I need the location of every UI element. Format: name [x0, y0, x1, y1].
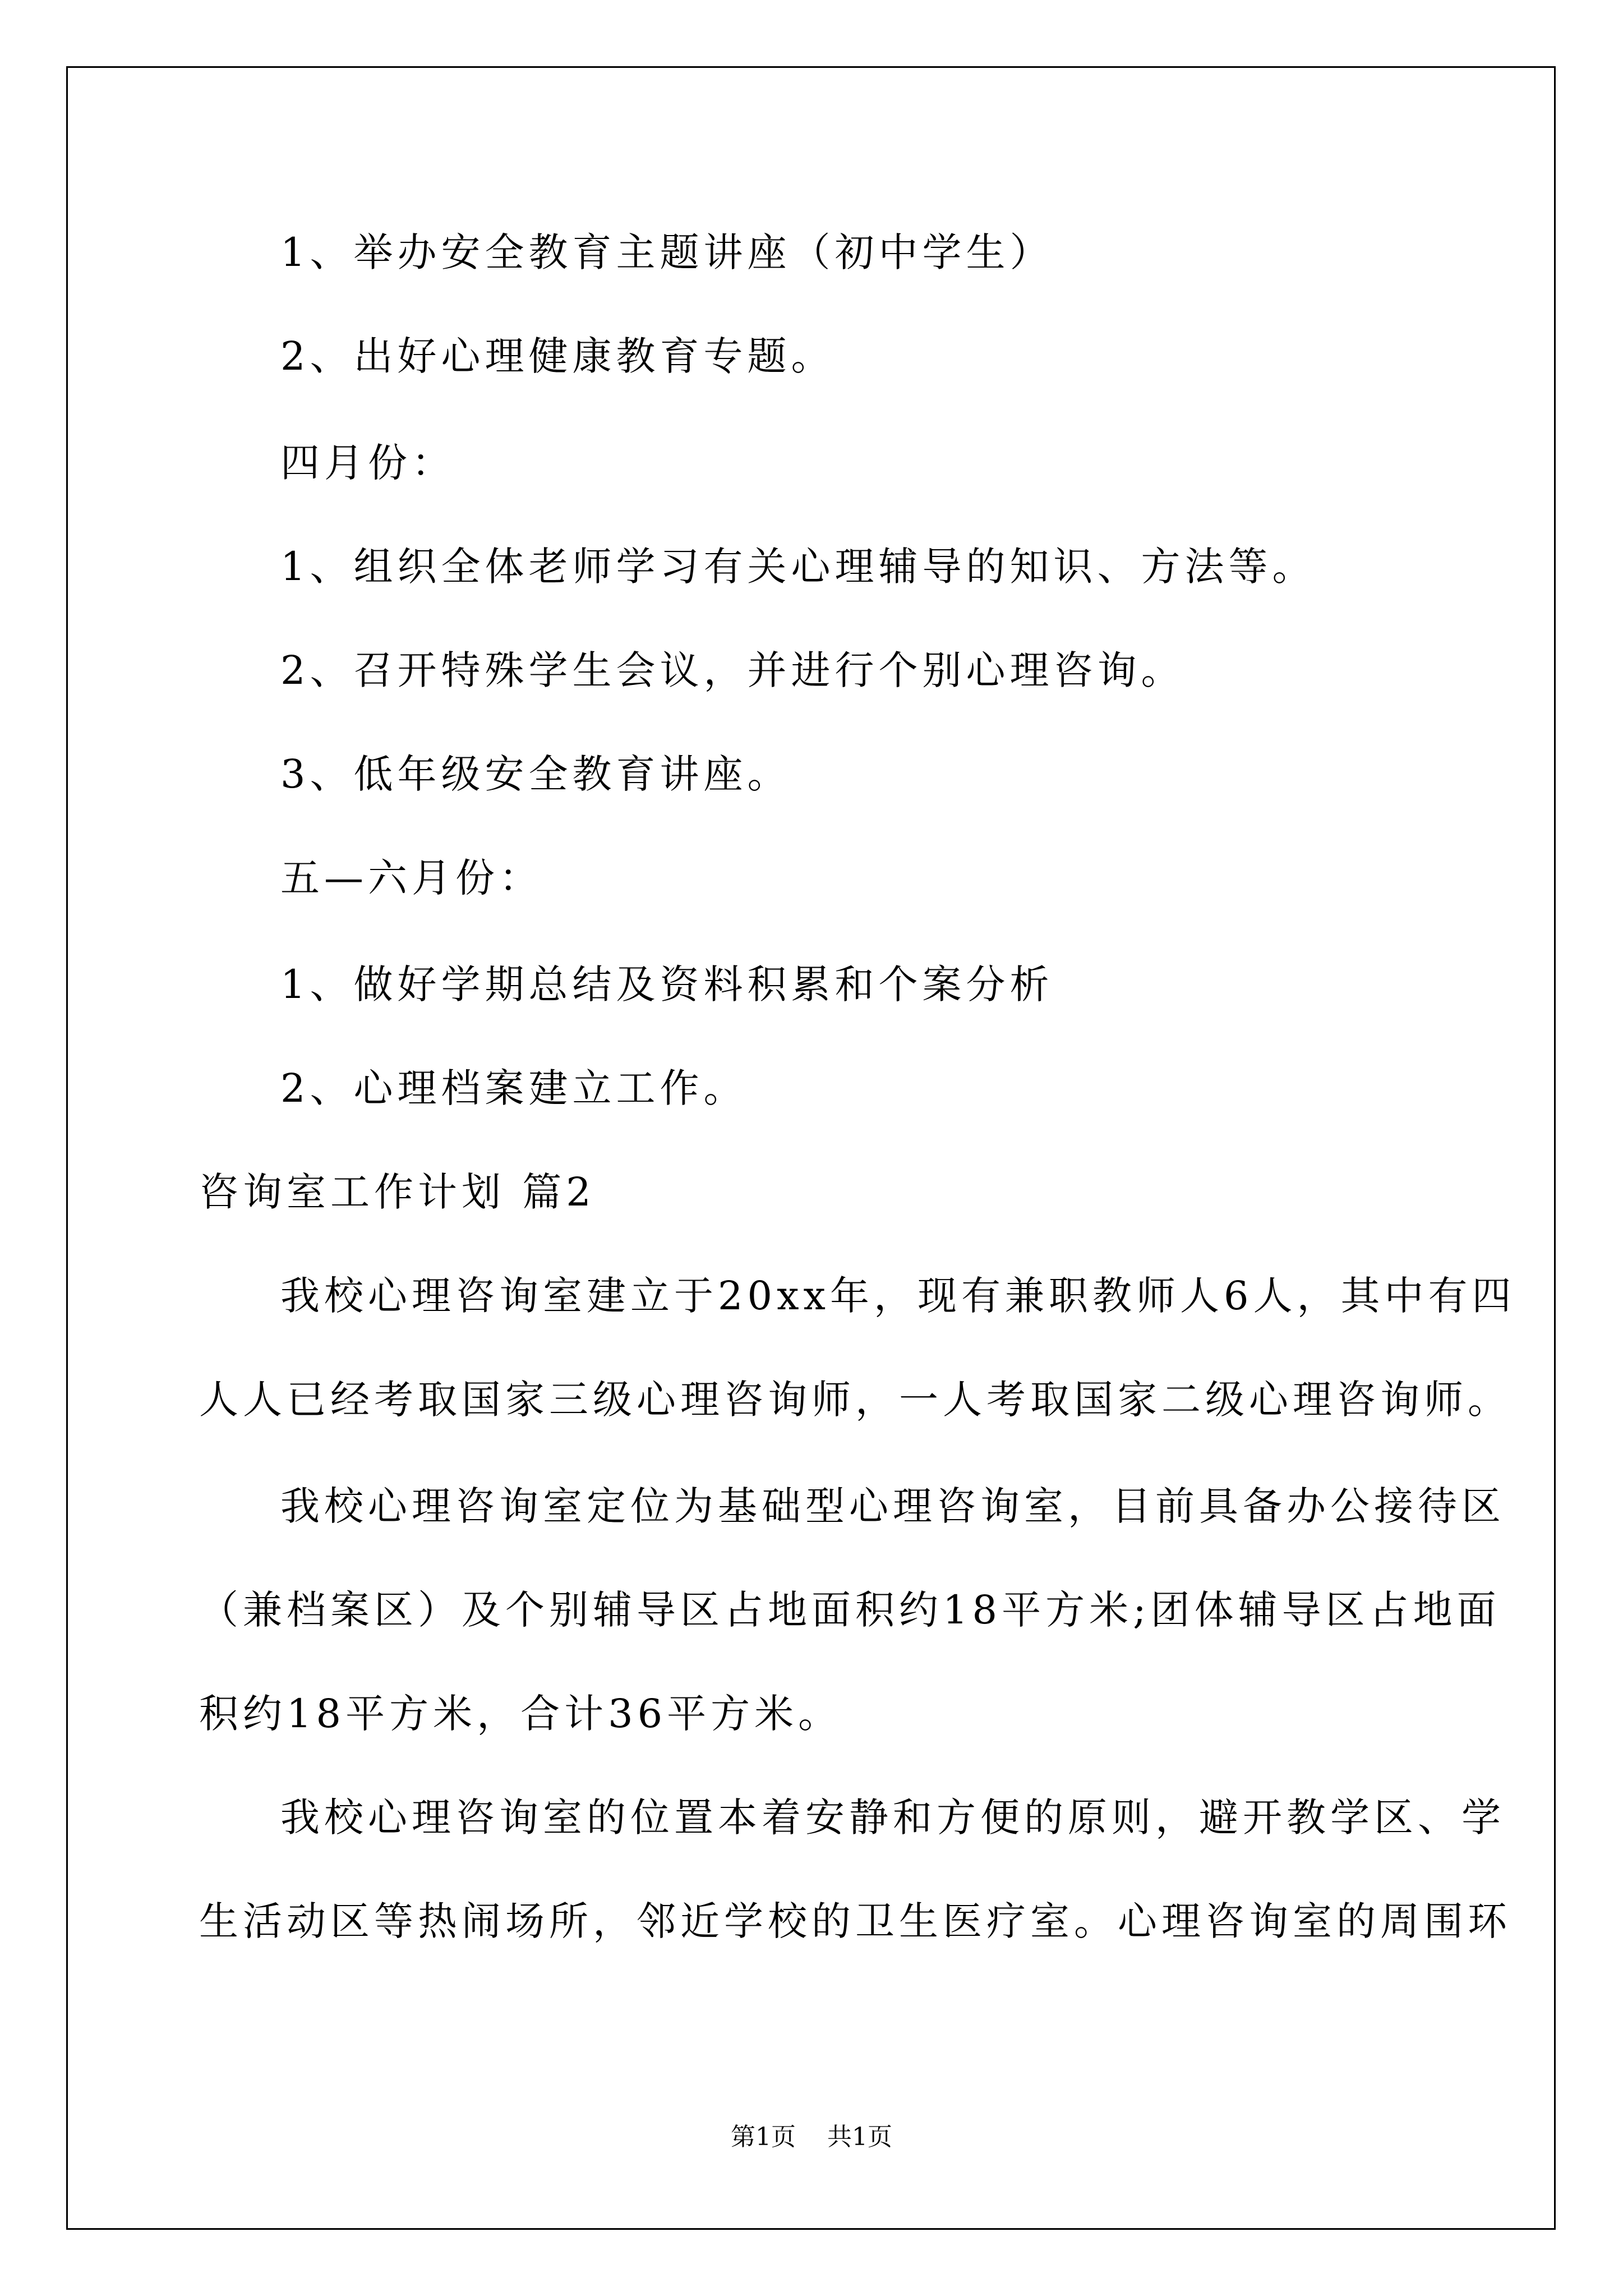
page-total: 共1页	[827, 2123, 892, 2151]
page-footer	[0, 2120, 1623, 2154]
list-item: 2、召开特殊学生会议，并进行个别心理咨询。	[280, 647, 1185, 693]
section-heading-may-june: 五—六月份：	[280, 855, 543, 901]
list-item: 1、组织全体老师学习有关心理辅导的知识、方法等。	[280, 544, 1316, 590]
list-item: 3、低年级安全教育讲座。	[280, 751, 791, 797]
paragraph-line: 生活动区等热闹场所，邻近学校的卫生医疗室。心理咨询室的周围环	[199, 1898, 1511, 1944]
list-item: 2、心理档案建立工作。	[280, 1065, 748, 1111]
section-heading-april: 四月份：	[280, 440, 455, 486]
article-heading: 咨询室工作计划 篇2	[199, 1169, 596, 1215]
list-item: 1、做好学期总结及资料积累和个案分析	[280, 961, 1054, 1007]
paragraph-line: （兼档案区）及个别辅导区占地面积约18平方米;团体辅导区占地面	[199, 1587, 1501, 1633]
paragraph-line: 我校心理咨询室建立于20xx年，现有兼职教师人6人，其中有四	[280, 1273, 1516, 1319]
paragraph-line: 积约18平方米，合计36平方米。	[199, 1691, 842, 1737]
paragraph-line: 人人已经考取国家三级心理咨询师，一人考取国家二级心理咨询师。	[199, 1377, 1511, 1423]
paragraph-line: 我校心理咨询室的位置本着安静和方便的原则，避开教学区、学	[280, 1795, 1505, 1841]
paragraph-line: 我校心理咨询室定位为基础型心理咨询室，目前具备办公接待区	[280, 1483, 1505, 1529]
page-number: 第1页	[731, 2123, 796, 2151]
list-item: 1、举办安全教育主题讲座（初中学生）	[280, 229, 1054, 275]
list-item: 2、出好心理健康教育专题。	[280, 333, 835, 379]
